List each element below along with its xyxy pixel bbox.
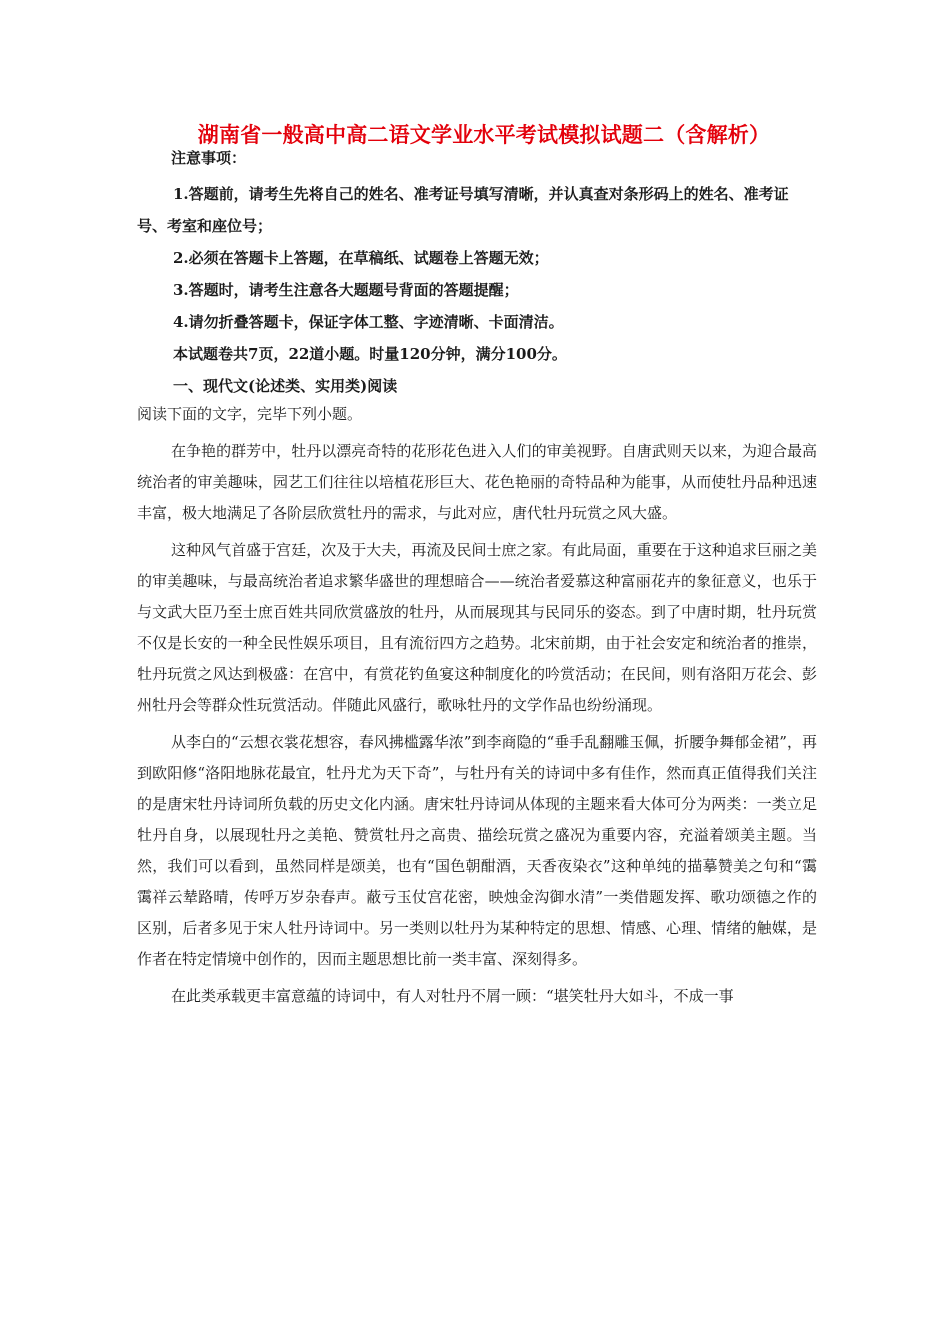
notice-item: 4.请勿折叠答题卡，保证字体工整、字迹清晰、卡面清洁。: [173, 313, 564, 331]
body-paragraph: 从李白的“云想衣裳花想容，春风拂槛露华浓”到李商隐的“垂手乱翻雕玉佩，折腰争舞郁金裙”，再到欧阳修“洛阳地脉花最宜，牡丹尤为天下奇”，与牡丹有关的诗词中多有佳作，然而真正值得我们关注的是唐宋牡丹诗词所负载的历史文化内涵。唐宋牡丹诗词从体现的主题来看大体可分为两类：一类立足牡丹自身，以展现牡丹之美艳、赞赏牡丹之高贵、描绘玩赏之盛况为重要内容，充溢着颂美主题。当然，我们可以看到，虽然同样是颂美，也有“国色朝酣酒，天香夜染衣”这种单纯的描摹赞美之句和“霭霭祥云辇路晴，传呼万岁杂春声。蔽亏玉仗宫花密，映烛金沟御水清”一类借题发挥、歌功颂德之作的区别，后者多见于宋人牡丹诗词中。另一类则以牡丹为某种特定的思想、情感、心理、情绪的触媒，是作者在特定情境中创作的，因而主题思想比前一类丰富、深刻得多。: [137, 733, 817, 968]
body-paragraph: 在争艳的群芳中，牡丹以漂亮奇特的花形花色进入人们的审美视野。自唐武则天以来，为迎合最高统治者的审美趣味，园艺工们往往以培植花形巨大、花色艳丽的奇特品种为能事，从而使牡丹品种迅速丰富，极大地满足了各阶层欣赏牡丹的需求，与此对应，唐代牡丹玩赏之风大盛。: [137, 442, 817, 522]
notice-item: 2.必须在答题卡上答题，在草稿纸、试题卷上答题无效；: [173, 249, 549, 267]
notice-item: 1.答题前，请考生先将自己的姓名、准考证号填写清晰，并认真查对条形码上的姓名、准考证号、考室和座位号；: [137, 185, 789, 235]
notice-heading: 注意事项：: [171, 149, 247, 167]
notice-item: 3.答题时，请考生注意各大题题号背面的答题提醒；: [173, 281, 519, 299]
notice-item: 本试题卷共7页，22道小题。时量120分钟，满分100分。: [173, 345, 567, 363]
body-paragraph: 这种风气首盛于宫廷，次及于大夫，再流及民间士庶之家。有此局面，重要在于这种追求巨丽之美的审美趣味，与最高统治者追求繁华盛世的理想暗合——统治者爱慕这种富丽花卉的象征意义，也乐于与文武大臣乃至士庶百姓共同欣赏盛放的牡丹，从而展现其与民同乐的姿态。到了中唐时期，牡丹玩赏不仅是长安的一种全民性娱乐项目，且有流衍四方之趋势。北宋前期，由于社会安定和统治者的推崇，牡丹玩赏之风达到极盛：在宫中，有赏花钓鱼宴这种制度化的吟赏活动；在民间，则有洛阳万花会、彭州牡丹会等群众性玩赏活动。伴随此风盛行，歌咏牡丹的文学作品也纷纷涌现。: [137, 541, 817, 714]
reading-instruction: 阅读下面的文字，完毕下列小题。: [137, 405, 363, 423]
notice-list: [137, 178, 950, 370]
document-title: 湖南省一般高中高二语文学业水平考试模拟试题二（含解析）: [197, 122, 771, 147]
body-paragraph: 在此类承载更丰富意蕴的诗词中，有人对牡丹不屑一顾：“堪笑牡丹大如斗，不成一事: [171, 987, 734, 1005]
section-heading: 一、现代文(论述类、实用类)阅读: [173, 377, 398, 395]
